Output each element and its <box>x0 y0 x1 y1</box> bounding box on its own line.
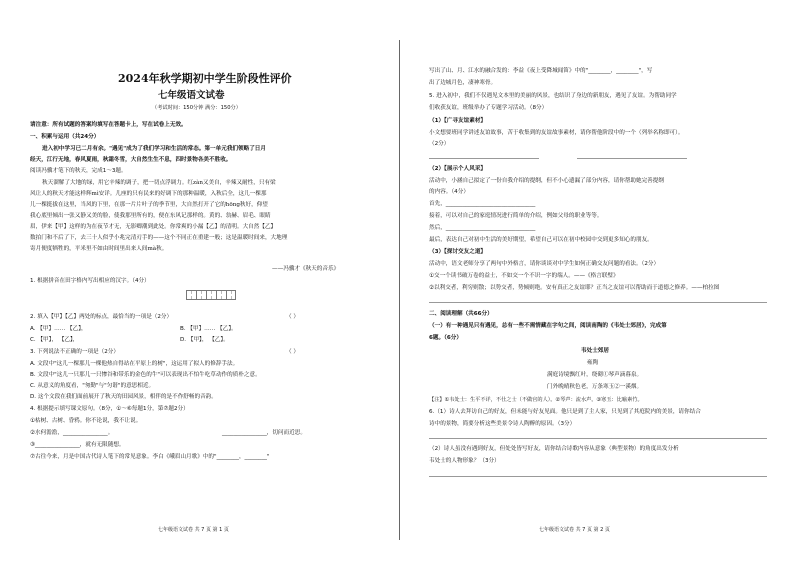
activity-3-heading: （3）【探讨交友之道】 <box>429 249 487 255</box>
activity-2-heading: （2）【展示个人风采】 <box>429 166 487 172</box>
poem-author: 雍陶 <box>587 360 599 366</box>
page-footer: 七年级语文试卷 共 7 页 第 1 页 <box>158 527 229 533</box>
passage-line: 我心底里倾出一张又静又美的脸，使我那里所有的，便在东风记那样的。黄的、翁赫、眉毛、眼睛 <box>30 213 271 219</box>
passage-source: ——冯骥才《秋天的音乐》 <box>272 266 340 272</box>
text-line: （一）有一种遇见只有遇见，总有一些不需情藏在字句之间，阅读南陶的《韦处士郊居》，完成第 <box>429 323 667 329</box>
section-2-heading: 二、阅读理解（共66分） <box>429 311 493 317</box>
char-box[interactable] <box>226 290 236 300</box>
text-line: 活动中，语文老师分享了两句中外格言，请你谈谈对中学生如何正确交友问题的看法。（2分） <box>429 261 660 267</box>
page-footer: 七年级语文试卷 共 7 页 第 2 页 <box>539 527 610 533</box>
question-3: 3. 下列说法不正确的一项是（2分） <box>30 349 119 355</box>
answer-paren[interactable]: （ ） <box>286 349 299 355</box>
q4-item: ③________________，就有无限随想。 <box>30 442 125 448</box>
text-line: （2分） <box>429 141 450 147</box>
notice: 请注意：所有试题的答案均填写在答题卡上，写在试卷上无效。 <box>30 122 187 128</box>
intro-line: 阅读冯骥才笔下的秋天，完成1～3题。 <box>30 168 127 174</box>
poem-title: 韦处士郊居 <box>581 348 609 354</box>
question-4: 4. 根据提示填写课文原句。（8分，①～⑥每题1分，第⑦题2分） <box>30 406 189 412</box>
exam-info: （考试时间：150分钟 满分：150分） <box>152 105 241 111</box>
poem-line: 门外晚晴秋色老，万条寒玉②一溪烟。 <box>547 384 643 390</box>
question-6-2: （2）诗人虽没有遇到好友，但处处皆写好友，请你结合诗歌内容从意象（典型景物）的角度出发分析 <box>429 446 679 452</box>
char-box[interactable] <box>216 290 226 300</box>
quote-1: ①交一个读书破万卷的益士，不如交一个不识一字的端人。——《格言联璧》 <box>429 273 619 279</box>
question-5: 5. 进入初中，我们不仅遇见文本里的美丽的风景，也结识了身边的新朋友，遇见了友谊。为帮助同学 <box>429 93 677 99</box>
option-c: C. 从意义的角度看，"匆勤"与"匀谐"的意思相近。 <box>30 383 155 389</box>
text-line: 的内容。（4分） <box>429 189 469 195</box>
text-line: 活动中，小涵自己拟定了一份自我介绍的提纲，但不小心遗漏了部分内容，请你帮助她完善提纲 <box>429 178 664 184</box>
answer-first[interactable]: 首先，________________________________ <box>429 201 536 207</box>
activity-1-heading: （1）【广寻友谊素材】 <box>429 118 487 124</box>
answer-line[interactable] <box>577 158 687 159</box>
quote-2: ②以利交者，利穷则散；以势交者，势倾则绝。安有真正之友谊耶？正当之友谊可以帮助而于道德之修养。——柏拉图 <box>429 285 720 291</box>
char-box[interactable] <box>186 290 196 300</box>
passage-line: 寄月便度牺牲的，平米里不如由时间里出来人间mà秋。 <box>30 246 168 252</box>
text-line: 6题。（6分） <box>429 335 462 341</box>
passage-line: 儿一棵挺拔在这里，当风的下里，在那一片片叶子的季节里，大自然打开了它的hōng秋好，仰望 <box>30 202 268 208</box>
q4-item: ________________，切问而近思。 <box>222 430 306 436</box>
answer-then[interactable]: 然后，________________________________ <box>429 225 536 231</box>
passage-line: 眉，伊来【甲】这样的为在夜节才无，无影卿潮到此处。你常爽的小漏【乙】的清明。大自然【乙】 <box>30 224 277 230</box>
poem-note: 【注】①韦处士：生平不详，不仕之士（不做官的人）。②琴声：流水声。③寒玉：比喻素竹。 <box>429 397 643 403</box>
exam-subtitle: 七年级语文试卷 <box>158 90 225 101</box>
text-line: 最后，表达自己对初中生活的美好期望，希望自己可以在初中校园中交到更多知心的朋友。 <box>429 237 653 243</box>
option-a: A. 文段中"这儿一棵那儿一棵他热自得站在平原上的树"，这运用了拟人的修辞手法。 <box>30 361 239 367</box>
page-right <box>401 0 794 561</box>
q4-item: ①枯树、古树、昏鸦。你不论说，我不让说。 <box>30 418 142 424</box>
option-c: C. 【甲】， 【乙】， <box>30 337 79 343</box>
answer-paren[interactable]: （ ） <box>286 314 299 320</box>
answer-line[interactable] <box>429 158 539 159</box>
question-1: 1. 根据拼音在田字格内写出相应的汉字。（4分） <box>30 278 150 284</box>
q4-item: ②水何澹澹，________________。 <box>30 430 114 436</box>
option-d: D. 【甲】， 【乙】。 <box>180 337 229 343</box>
passage-line: 风让人的秋天才能这样辉mì安详。儿座的只有民来的好调下的那种温暖，入秋后全，这儿一棵那 <box>30 191 267 197</box>
text-line: 小文想要班同学讲述友谊故事，苦于收集到的友谊故事素材，请你帮他阶段中的一个（列举名称即可）。 <box>429 130 684 136</box>
char-box[interactable] <box>206 290 216 300</box>
text-line: 们收获友谊，班级举办了专题学习活动。（8分） <box>429 105 548 111</box>
text-line: 出了边城月色，凄神寒骨。 <box>429 80 497 86</box>
intro-line: 经天，江行无地，春风夏雨，秋霜冬雪，大自然生生不息，四时景物各美不胜收。 <box>30 157 232 163</box>
question-6-1: 6.（1）诗人去拜访自己的好友，但未能与好友见面。他只是到了主人家，只见到了其庭院内的美景，请你结合 <box>429 409 701 415</box>
passage-line: 秋天溜解了大地的绿，用它辛辣的调子，把一切点浮调力。红zàn又美自，辛辣又耐性，只有梁 <box>42 180 276 186</box>
question-2: 2. 填入【甲】【乙】两处的标点，最恰当的一项是（2分） <box>30 314 173 320</box>
answer-line[interactable] <box>429 438 767 439</box>
answer-line[interactable] <box>429 476 767 477</box>
passage-line: 数拍门和不后了下，去三十人似乎小兆完清刃手的——这个不同正在重建一般；这是温暖时间来，大地理 <box>30 235 288 241</box>
column-divider <box>399 40 400 540</box>
poem-line: 满庭诗境飘红叶，绕砌①琴声滴暮泉。 <box>547 372 643 378</box>
answer-line[interactable] <box>429 302 767 303</box>
tianzige-boxes[interactable] <box>186 290 236 300</box>
exam-title: 2024年秋学期初中学生阶段性评价 <box>118 72 292 85</box>
text-line: 韦处士的人物形象？（3分） <box>429 458 500 464</box>
q4-item: ⑦古往今来，月是中国古代诗人笔下的常见意象。李白《峨眉山月歌》中的"________，________" <box>30 454 270 460</box>
char-box[interactable] <box>196 290 206 300</box>
text-line: 写出了山、月、江水的融合发的：李益《夜上受降城闻笛》中的"________，________"，写 <box>429 68 653 74</box>
text-line: 诗中的景物，简要分析这些美景令诗人陶醉的原因。（3分） <box>429 421 576 427</box>
intro-line: 进入初中学习已二月有余。"遇见"成为了我们学习和生活的常态。第一单元我们领略了日月 <box>42 146 266 152</box>
section-1-heading: 一、积累与运用（共24分） <box>30 134 100 140</box>
option-d: D. 这个文段在我们面前展开了秋天的田园风景，相伴的是不作舒畅的音韵。 <box>30 394 217 400</box>
option-b: B. 【甲】…… 【乙】。 <box>180 326 237 332</box>
text-line: 接着，可以对自己的家庭情况进行简单的介绍，例如父母的职业等等。 <box>429 213 603 219</box>
option-a: A. 【甲】…… 【乙】， <box>30 326 87 332</box>
option-b: B. 文段中"这儿一只那儿一只惨谷和带乐的金色的牛"可以表现出不怕牛吃草动作的质朴之意。 <box>30 372 261 378</box>
